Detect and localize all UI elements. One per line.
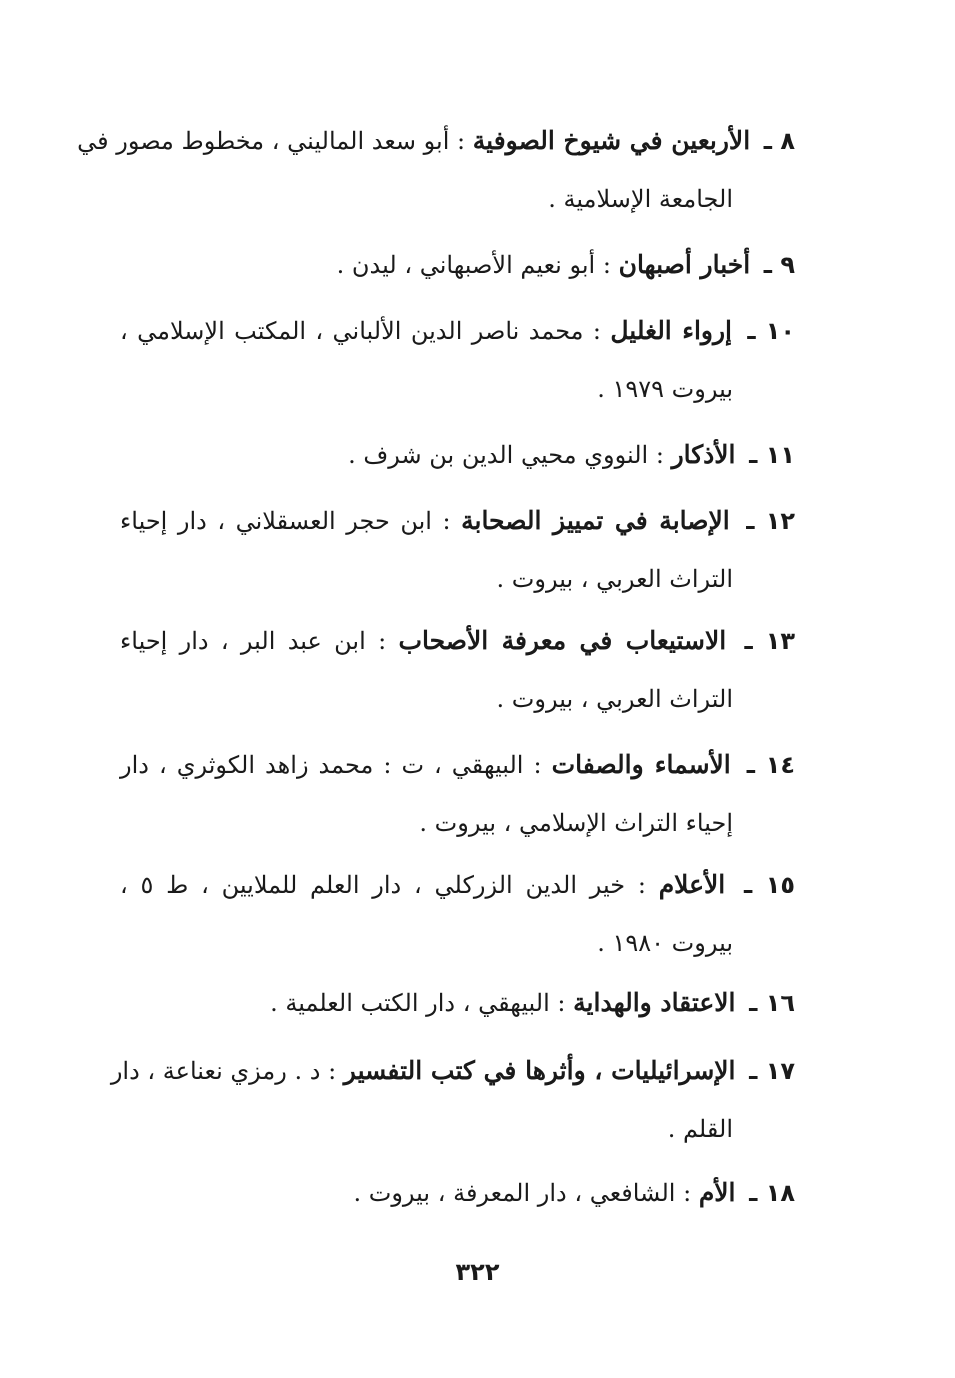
bibliography-entry-17 bbox=[110, 1042, 795, 1158]
entry-number: ٩ ـ bbox=[763, 251, 795, 279]
entry-number: ١٨ ـ bbox=[749, 1179, 795, 1207]
bibliography-entry-14 bbox=[120, 736, 795, 852]
entry-details: : البيهقي ، ت : محمد زاهد الكوثري ، دار bbox=[120, 751, 542, 779]
entry-title: الأعلام bbox=[658, 870, 726, 899]
bibliography-entry-10 bbox=[120, 302, 795, 418]
entry-title: الاستيعاب في معرفة الأصحاب bbox=[398, 626, 727, 655]
entry-details: : أبو سعد الماليني ، مخطوط مصور في bbox=[77, 127, 466, 155]
bibliography-entry-9 bbox=[120, 236, 795, 294]
entry-continuation: إحياء التراث الإسلامي ، بيروت . bbox=[419, 809, 733, 837]
entry-continuation: التراث العربي ، بيروت . bbox=[496, 685, 733, 713]
entry-details: : أبو نعيم الأصبهاني ، ليدن . bbox=[336, 251, 611, 279]
entry-continuation: الجامعة الإسلامية . bbox=[548, 185, 733, 213]
entry-title: الأسماء والصفات bbox=[551, 750, 731, 779]
entry-details: : د . رمزي نعناعة ، دار bbox=[110, 1057, 337, 1085]
entry-number: ١٠ ـ bbox=[747, 317, 795, 345]
bibliography-entry-16 bbox=[120, 974, 795, 1032]
entry-details: : محمد ناصر الدين الألباني ، المكتب الإسلامي ، bbox=[120, 317, 601, 345]
entry-number: ١٤ ـ bbox=[746, 751, 795, 779]
entry-title: إرواء الغليل bbox=[610, 316, 732, 345]
entry-title: أخبار أصبهان bbox=[618, 250, 751, 279]
bibliography-entry-13 bbox=[120, 612, 795, 728]
bibliography-entry-18 bbox=[120, 1164, 795, 1222]
entry-number: ١٥ ـ bbox=[743, 871, 795, 899]
entry-number: ١١ ـ bbox=[749, 441, 795, 469]
bibliography-entry-15 bbox=[120, 856, 795, 972]
entry-number: ١٧ ـ bbox=[749, 1057, 795, 1085]
bibliography-entry-12 bbox=[120, 492, 795, 608]
entry-details: : البيهقي ، دار الكتب العلمية . bbox=[270, 989, 566, 1017]
entry-title: الإسرائيليات ، وأثرها في كتب التفسير bbox=[343, 1056, 736, 1085]
entry-details: : الشافعي ، دار المعرفة ، بيروت . bbox=[353, 1179, 692, 1207]
entry-number: ١٣ ـ bbox=[744, 627, 796, 655]
entry-details: : خير الدين الزركلي ، دار العلم للملايين ، ط ٥ ، bbox=[120, 871, 646, 899]
entry-details: : النووي محيي الدين بن شرف . bbox=[348, 441, 664, 469]
entry-title: الأذكار bbox=[671, 440, 736, 469]
entry-title: الأربعين في شيوخ الصوفية bbox=[472, 126, 751, 155]
entry-details: : ابن حجر العسقلاني ، دار إحياء bbox=[120, 507, 451, 535]
entry-continuation: التراث العربي ، بيروت . bbox=[496, 565, 733, 593]
entry-number: ٨ ـ bbox=[763, 127, 795, 155]
entry-continuation: بيروت ١٩٧٩ . bbox=[597, 375, 733, 403]
entry-title: الاعتقاد والهداية bbox=[573, 988, 736, 1017]
entry-number: ١٢ ـ bbox=[746, 507, 795, 535]
entry-title: الأم bbox=[698, 1178, 736, 1207]
bibliography-entry-11 bbox=[120, 426, 795, 484]
entry-title: الإصابة في تمييز الصحابة bbox=[461, 506, 730, 535]
entry-continuation: بيروت ١٩٨٠ . bbox=[597, 929, 733, 957]
entry-details: : ابن عبد البر ، دار إحياء bbox=[120, 627, 387, 655]
entry-number: ١٦ ـ bbox=[749, 989, 795, 1017]
page-number: ٣٢٢ bbox=[455, 1258, 500, 1286]
entry-continuation: القلم . bbox=[667, 1115, 733, 1143]
bibliography-entry-8 bbox=[77, 112, 795, 228]
